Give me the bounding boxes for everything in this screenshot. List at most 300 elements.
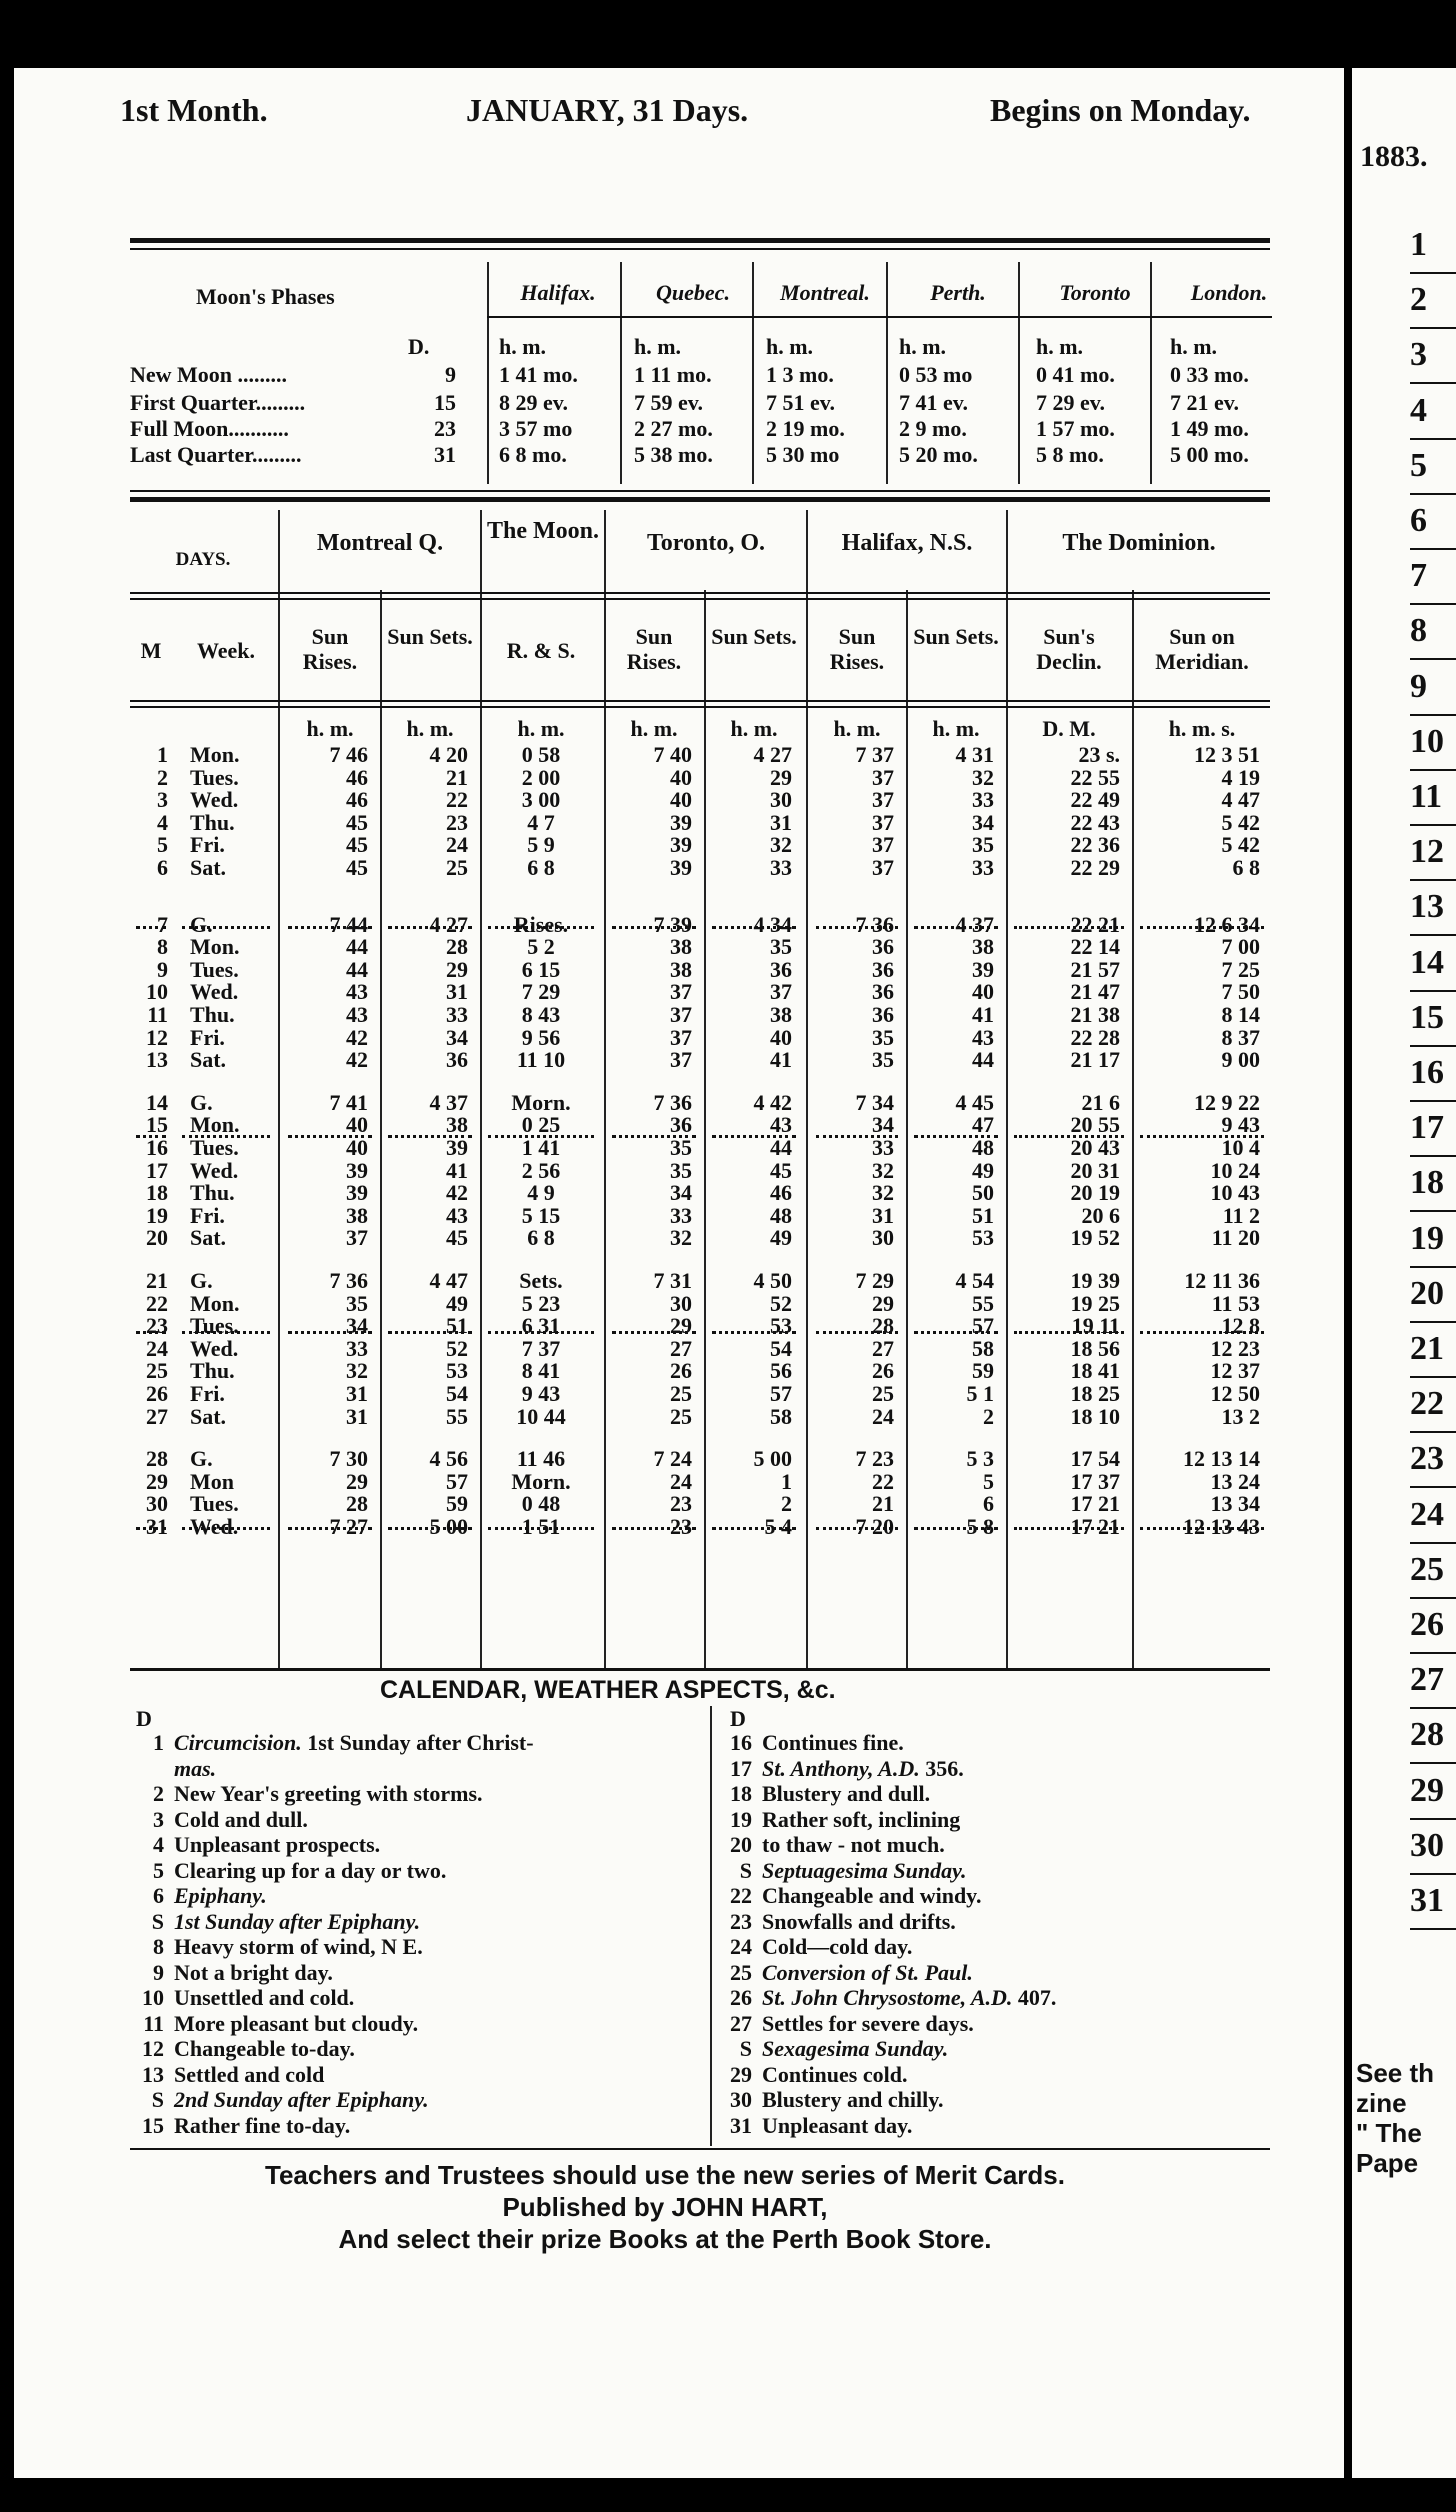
- table-cell: 24: [446, 832, 468, 858]
- table-cell: 57: [770, 1381, 792, 1406]
- table-cell: 49: [972, 1157, 994, 1183]
- table-cell: Wed.: [190, 1514, 239, 1539]
- table-cell: 48: [972, 1135, 994, 1160]
- table-cell: 33: [972, 787, 994, 813]
- table-cell: Tues.: [190, 1135, 239, 1160]
- table-col-head: Week.: [196, 638, 256, 663]
- right-day-rule: [1410, 1486, 1456, 1488]
- note-text: [762, 2036, 948, 2062]
- table-cell: 37: [872, 855, 894, 880]
- note-day: 20: [730, 1832, 752, 1857]
- right-day-rule: [1410, 769, 1456, 771]
- table-cell: 7: [157, 911, 168, 937]
- note-day: 15: [142, 2112, 164, 2138]
- table-cell: 8 14: [1221, 1002, 1260, 1027]
- note-text: [762, 2062, 907, 2088]
- table-cell: 4 54: [955, 1268, 994, 1293]
- table-cell: 5 8: [966, 1514, 994, 1539]
- table-cell: 28: [446, 934, 468, 960]
- right-day-rule: [1410, 1210, 1456, 1212]
- table-cell: Tues.: [190, 1313, 239, 1339]
- note-text: [174, 1909, 420, 1935]
- table-cell: 2: [781, 1491, 792, 1517]
- table-cell: 12 6 34: [1194, 911, 1260, 937]
- phase-time: 1 41 mo.: [499, 362, 578, 387]
- note-weather: Blustery and dull.: [762, 1781, 931, 1806]
- table-cell: Wed.: [190, 1157, 239, 1183]
- table-cell: 12 11 36: [1184, 1268, 1260, 1293]
- note-text: [762, 1781, 930, 1807]
- phases-col-divider: [752, 262, 754, 484]
- phase-time: 7 21 ev.: [1170, 390, 1240, 415]
- table-cell: 13 24: [1210, 1468, 1260, 1494]
- note-text: [762, 1909, 956, 1935]
- table-cell: 4 50: [753, 1268, 792, 1293]
- table-cell: 32: [770, 832, 792, 858]
- note-day: S: [151, 1908, 164, 1934]
- right-day-number: 13: [1410, 888, 1444, 926]
- table-cell: 38: [446, 1112, 468, 1138]
- table-cell: 31: [872, 1202, 894, 1228]
- table-cell: 5 9: [527, 832, 555, 858]
- right-day-rule: [1410, 1266, 1456, 1268]
- phases-city: Montreal.: [780, 280, 870, 305]
- right-day-number: 9: [1410, 667, 1427, 705]
- table-cell: 38: [972, 934, 994, 960]
- table-col-head: Sun Rises.: [626, 624, 682, 674]
- table-cell: 21 47: [1070, 979, 1120, 1005]
- table-group-head: The Dominion.: [1062, 530, 1216, 556]
- phase-name: New Moon .........: [130, 362, 288, 387]
- table-cell: 16: [146, 1135, 168, 1160]
- table-cell: 33: [770, 855, 792, 880]
- phases-hm-head: h. m.: [1036, 334, 1084, 359]
- table-cell: Sat.: [190, 1225, 227, 1251]
- table-group-divider: [806, 510, 808, 1668]
- right-day-rule: [1410, 1542, 1456, 1544]
- table-cell: 25: [872, 1381, 894, 1406]
- table-cell: 18 25: [1070, 1381, 1120, 1406]
- note-day: 12: [142, 2036, 164, 2061]
- table-cell: 6: [157, 855, 168, 880]
- right-day-rule: [1410, 1652, 1456, 1654]
- note-day: 29: [730, 2061, 752, 2087]
- notes-day-head: D: [136, 1706, 152, 1731]
- table-cell: 1: [157, 742, 168, 767]
- table-cell: 1: [781, 1468, 792, 1494]
- table-cell: Mon.: [190, 1290, 240, 1316]
- right-day-rule: [1410, 1762, 1456, 1764]
- table-cell: 45: [346, 809, 368, 835]
- table-cell: Thu.: [190, 1358, 235, 1384]
- table-cell: 7 46: [329, 742, 368, 767]
- table-cell: 58: [972, 1335, 994, 1361]
- note-day: S: [739, 1857, 752, 1883]
- table-cell: Thu.: [190, 809, 235, 835]
- notes-day-head-right: D: [730, 1706, 746, 1731]
- right-day-rule: [1410, 879, 1456, 881]
- note-text: [174, 1960, 333, 1986]
- right-day-rule: [1410, 824, 1456, 826]
- table-cell: 17 21: [1070, 1491, 1120, 1517]
- table-cell: 7 36: [329, 1268, 368, 1293]
- table-cell: 34: [972, 809, 994, 835]
- table-cell: 7 27: [329, 1514, 368, 1539]
- table-cell: 18 41: [1070, 1358, 1120, 1384]
- table-cell: 11 20: [1211, 1225, 1260, 1251]
- table-cell: 21 38: [1070, 1002, 1120, 1027]
- note-weather: Clearing up for a day or two.: [174, 1857, 447, 1883]
- note-day: 17: [730, 1755, 752, 1781]
- table-cell: 19: [146, 1202, 168, 1228]
- note-weather: Continues cold.: [762, 2061, 908, 2087]
- table-cell: 22 29: [1070, 855, 1120, 880]
- phase-time: 1 11 mo.: [634, 362, 712, 387]
- table-cell: 22 28: [1070, 1024, 1120, 1050]
- right-day-number: 5: [1410, 446, 1427, 484]
- table-cell: 23: [670, 1514, 692, 1539]
- table-cell: Wed.: [190, 787, 239, 813]
- right-day-number: 24: [1410, 1495, 1444, 1533]
- table-cell: 4 42: [753, 1089, 792, 1115]
- note-text: [174, 2087, 429, 2113]
- phases-hm-head: h. m.: [634, 334, 682, 359]
- table-cell: 10 4: [1221, 1135, 1260, 1160]
- right-day-number: 23: [1410, 1440, 1444, 1478]
- table-cell: 26: [146, 1381, 168, 1406]
- table-cell: 1 41: [521, 1135, 561, 1160]
- table-cell: G.: [190, 911, 213, 937]
- phase-time: 7 59 ev.: [634, 390, 704, 415]
- table-cell: 30: [146, 1491, 168, 1517]
- table-cell: 20 31: [1070, 1157, 1120, 1183]
- table-cell: 5 15: [521, 1202, 561, 1228]
- table-cell: 20: [146, 1225, 168, 1251]
- note-text: [762, 1858, 967, 1884]
- table-cell: 31: [146, 1514, 168, 1539]
- table-cell: 36: [872, 934, 894, 960]
- phase-time: 5 30 mo: [766, 442, 840, 467]
- right-day-number: 29: [1410, 1771, 1444, 1809]
- table-cell: 20 6: [1081, 1202, 1120, 1228]
- table-cell: 43: [346, 979, 368, 1005]
- table-cell: 6 31: [521, 1313, 561, 1339]
- right-day-number: 21: [1410, 1330, 1444, 1367]
- table-cell: 22: [872, 1468, 894, 1494]
- table-cell: 11 53: [1211, 1290, 1260, 1316]
- table-cell: 37: [872, 809, 894, 835]
- table-cell: 34: [346, 1313, 368, 1339]
- table-cell: 5 23: [521, 1290, 561, 1316]
- right-day-number: 2: [1410, 281, 1427, 319]
- table-cell: 11 10: [516, 1047, 566, 1073]
- right-year: 1883.: [1360, 140, 1428, 173]
- note-text: [174, 1832, 380, 1858]
- table-cell: 37: [872, 764, 894, 790]
- note-text: [174, 2062, 324, 2088]
- note-day: 6: [153, 1883, 164, 1908]
- table-cell: 24: [670, 1468, 692, 1494]
- table-cell: 30: [670, 1290, 692, 1316]
- notes-rule: [130, 2148, 1270, 2150]
- note-day: 4: [153, 1832, 164, 1857]
- table-cell: Tues.: [190, 956, 239, 982]
- table-cell: 22 43: [1070, 809, 1120, 835]
- table-cell: 10 43: [1210, 1180, 1260, 1206]
- table-cell: 36: [446, 1047, 468, 1073]
- table-cell: 49: [770, 1225, 792, 1251]
- table-cell: 12 37: [1210, 1358, 1260, 1384]
- phases-title: Moon's Phases: [196, 284, 335, 309]
- note-weather: 1st Sunday after Christ-: [301, 1730, 534, 1755]
- phase-time: 2 19 mo.: [766, 416, 845, 441]
- note-text: [174, 1934, 423, 1960]
- table-cell: 5 42: [1221, 832, 1260, 858]
- table-cell: 7 37: [855, 742, 894, 767]
- table-cell: 4 37: [429, 1089, 468, 1115]
- table-cell: 3 00: [521, 787, 561, 813]
- table-cell: 7 36: [653, 1089, 692, 1115]
- table-cell: 38: [670, 934, 692, 960]
- right-day-rule: [1410, 548, 1456, 550]
- table-cell: 39: [670, 832, 692, 858]
- note-weather: Not a bright day.: [174, 1959, 333, 1985]
- table-cell: 7 00: [1221, 934, 1260, 960]
- phase-time: 3 57 mo: [499, 416, 573, 441]
- table-unit-head: h. m.: [932, 716, 980, 741]
- right-day-number: 14: [1410, 943, 1444, 981]
- table-cell: 38: [346, 1202, 368, 1228]
- right-day-number: 3: [1410, 336, 1427, 374]
- table-cell: Rises.: [513, 911, 569, 937]
- ad-line-2: Published by JOHN HART,: [502, 2192, 828, 2222]
- note-text: [762, 1832, 945, 1858]
- phase-time: 7 41 ev.: [899, 390, 969, 415]
- note-text: [762, 1807, 960, 1833]
- table-cell: 38: [770, 1002, 792, 1027]
- right-day-rule: [1410, 1100, 1456, 1102]
- right-day-rule: [1410, 1045, 1456, 1047]
- note-day: 16: [730, 1730, 752, 1755]
- table-cell: 36: [670, 1112, 692, 1138]
- table-cell: Fri.: [190, 832, 225, 858]
- right-day-rule: [1410, 990, 1456, 992]
- phase-time: 5 20 mo.: [899, 442, 978, 467]
- note-day: 13: [142, 2061, 164, 2087]
- table-cell: 17 54: [1070, 1446, 1120, 1472]
- table-cell: 6 8: [527, 1225, 555, 1251]
- table-cell: 12 8: [1221, 1313, 1260, 1339]
- right-day-number: 28: [1410, 1716, 1444, 1754]
- table-col-head: Sun Sets.: [711, 624, 797, 649]
- note-text: [762, 1883, 981, 1909]
- table-cell: 37: [872, 787, 894, 813]
- table-cell: 33: [446, 1002, 468, 1027]
- table-cell: 46: [346, 764, 368, 790]
- table-cell: 5 2: [527, 934, 555, 960]
- phases-city: London.: [1190, 280, 1268, 305]
- table-cell: G.: [190, 1268, 213, 1293]
- table-cell: 35: [670, 1157, 692, 1183]
- right-day-number: 25: [1410, 1550, 1444, 1588]
- note-day: S: [739, 2036, 752, 2061]
- table-cell: 47: [972, 1112, 994, 1138]
- note-day: 22: [730, 1883, 752, 1908]
- table-cell: 33: [972, 855, 994, 880]
- table-cell: 4 19: [1221, 764, 1260, 790]
- table-cell: 33: [670, 1202, 692, 1228]
- right-day-number: 6: [1410, 502, 1427, 539]
- table-cell: 7 29: [855, 1268, 894, 1293]
- table-cell: 9: [157, 956, 168, 982]
- table-cell: 13 2: [1221, 1403, 1260, 1429]
- table-cell: Wed.: [190, 979, 239, 1005]
- note-weather: Unpleasant day.: [762, 2112, 913, 2138]
- note-weather: Rather fine to-day.: [174, 2112, 351, 2138]
- table-cell: 14: [146, 1089, 168, 1115]
- table-cell: 11 46: [516, 1446, 566, 1472]
- table-cell: 23: [446, 809, 468, 835]
- table-cell: Morn.: [511, 1089, 571, 1115]
- table-cell: 8: [157, 934, 168, 960]
- table-cell: 7 30: [329, 1446, 368, 1472]
- table-group-head: The Moon.: [486, 518, 599, 544]
- table-cell: Mon: [190, 1468, 234, 1494]
- right-day-rule: [1410, 1431, 1456, 1433]
- table-cell: 2: [983, 1403, 994, 1429]
- table-cell: 2 56: [521, 1157, 561, 1183]
- note-day: 11: [143, 2010, 164, 2036]
- table-cell: 36: [770, 956, 792, 982]
- table-cell: 39: [446, 1135, 468, 1160]
- table-cell: 24: [146, 1335, 168, 1361]
- table-cell: 5 1: [966, 1381, 994, 1406]
- table-group-head: Halifax, N.S.: [841, 530, 973, 556]
- right-day-rule: [1410, 382, 1456, 384]
- note-text: [762, 1730, 904, 1756]
- phases-city: Halifax.: [520, 280, 596, 305]
- table-cell: 15: [146, 1112, 168, 1138]
- table-cell: 4: [157, 809, 168, 835]
- table-cell: Sat.: [190, 855, 227, 880]
- table-cell: 21 6: [1081, 1089, 1120, 1115]
- note-feast: St. John Chrysostome, A.D.: [762, 1985, 1013, 2010]
- table-cell: 10 44: [516, 1403, 566, 1429]
- table-cell: 4 9: [527, 1180, 555, 1206]
- table-cell: 6 15: [521, 956, 561, 982]
- phase-time: 1 49 mo.: [1170, 416, 1249, 441]
- table-cell: 23: [670, 1491, 692, 1517]
- table-cell: 34: [872, 1112, 894, 1138]
- table-cell: 41: [446, 1157, 468, 1183]
- note-day: 24: [730, 1934, 752, 1959]
- table-cell: 39: [972, 956, 994, 982]
- phase-time: 5 8 mo.: [1036, 442, 1104, 467]
- table-cell: Sets.: [519, 1268, 563, 1293]
- table-cell: 5: [157, 832, 168, 858]
- table-cell: Tues.: [190, 1491, 239, 1517]
- table-col-head: Sun Rises.: [302, 624, 358, 674]
- table-cell: 7 23: [855, 1446, 894, 1472]
- table-cell: 37: [670, 979, 692, 1005]
- right-day-rule: [1410, 1597, 1456, 1599]
- table-cell: 43: [972, 1024, 994, 1050]
- table-cell: Mon.: [190, 934, 240, 960]
- table-cell: 0 25: [521, 1112, 561, 1138]
- table-head-rule2: [130, 598, 1270, 600]
- note-day: 25: [730, 1959, 752, 1985]
- note-feast: Epiphany.: [174, 1883, 267, 1908]
- table-cell: 42: [346, 1024, 368, 1050]
- table-cell: 37: [872, 832, 894, 858]
- table-cell: 41: [972, 1002, 994, 1027]
- right-day-number: 16: [1410, 1054, 1444, 1091]
- table-cell: 27: [146, 1403, 168, 1429]
- table-cell: 37: [770, 979, 792, 1005]
- table-cell: 58: [770, 1403, 792, 1429]
- phases-day-head: D.: [408, 334, 430, 359]
- table-cell: 25: [146, 1358, 168, 1384]
- table-unit-head: h. m.: [730, 716, 778, 741]
- table-cell: 20 19: [1070, 1180, 1120, 1206]
- right-day-rule: [1410, 438, 1456, 440]
- table-cell: 18 10: [1070, 1403, 1120, 1429]
- phases-city: Toronto: [1059, 280, 1131, 305]
- table-cell: 7 31: [653, 1268, 692, 1293]
- table-cell: 32: [346, 1358, 368, 1384]
- table-colhead-rule2: [130, 706, 1270, 708]
- table-cell: 45: [346, 832, 368, 858]
- note-feast: 2nd Sunday after Epiphany.: [174, 2087, 429, 2112]
- note-text: [762, 1985, 1056, 2011]
- note-text: [174, 1985, 354, 2011]
- table-cell: 53: [770, 1313, 792, 1339]
- table-cell: G.: [190, 1089, 213, 1115]
- note-feast: Sexagesima Sunday.: [762, 2036, 949, 2061]
- right-day-number: 7: [1410, 557, 1427, 595]
- table-cell: 12 50: [1210, 1381, 1260, 1406]
- table-cell: 12 23: [1210, 1335, 1260, 1361]
- right-day-rule: [1410, 1707, 1456, 1709]
- table-cell: 6 8: [527, 855, 555, 880]
- table-cell: 31: [770, 809, 792, 835]
- table-cell: 29: [146, 1468, 168, 1494]
- table-cell: 5 3: [966, 1446, 994, 1472]
- phases-city: Quebec.: [656, 280, 730, 305]
- note-day: 26: [730, 1985, 752, 2010]
- right-day-number: 18: [1410, 1164, 1444, 1202]
- table-cell: 51: [446, 1313, 468, 1339]
- table-cell: 23 s.: [1078, 742, 1120, 767]
- right-day-number: 11: [1410, 778, 1443, 815]
- right-day-rule: [1410, 934, 1456, 936]
- table-bottom-rule: [130, 1668, 1270, 1671]
- table-cell: 28: [872, 1313, 894, 1339]
- table-cell: 7 39: [653, 911, 692, 937]
- table-cell: 28: [346, 1491, 368, 1517]
- table-cell: 35: [346, 1290, 368, 1316]
- table-cell: 24: [872, 1403, 894, 1429]
- table-group-head: DAYS.: [175, 549, 231, 570]
- table-cell: 21: [146, 1268, 168, 1293]
- table-cell: 38: [670, 956, 692, 982]
- right-fragment: Pape: [1356, 2148, 1419, 2178]
- note-weather: Settles for severe days.: [762, 2010, 974, 2036]
- note-feast: Conversion of St. Paul.: [762, 1959, 973, 1985]
- right-day-number: 22: [1410, 1385, 1444, 1423]
- table-cell: 40: [770, 1024, 792, 1050]
- table-cell: 8 41: [521, 1358, 561, 1384]
